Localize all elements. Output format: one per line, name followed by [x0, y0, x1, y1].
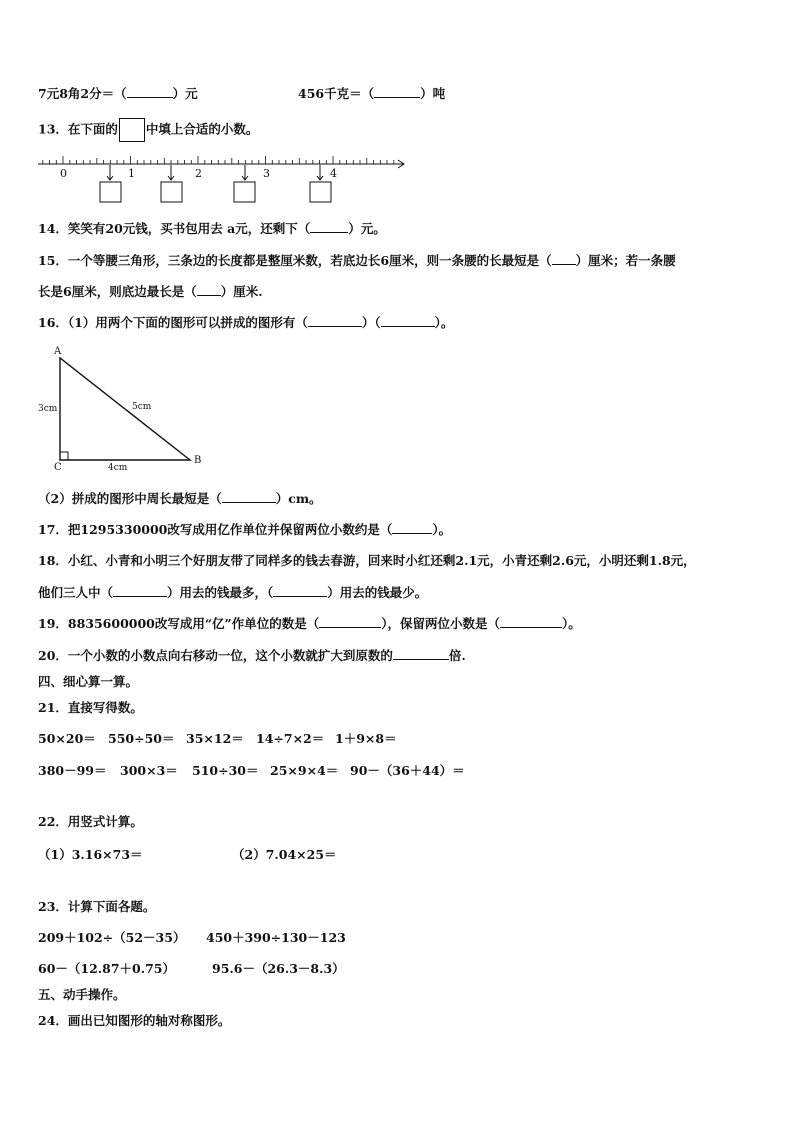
- q23-expr-1-1: 209＋102÷（52－35）: [38, 930, 186, 945]
- q15-blank2[interactable]: [197, 283, 221, 296]
- q21-expr-2-1: 380－99＝: [38, 763, 107, 778]
- q23-expr-2-1: 60－（12.87＋0.75）: [38, 961, 175, 976]
- q20-text-post: 倍.: [448, 648, 466, 663]
- q15-text-post: ）厘米.: [220, 284, 263, 299]
- q12b-blank[interactable]: [374, 85, 420, 98]
- q13-sample-box: [119, 118, 145, 142]
- q17-text-post: ）。: [432, 522, 452, 537]
- q14-blank[interactable]: [310, 220, 348, 233]
- tick-label-3: 3: [263, 167, 270, 180]
- side-ac-label: 3cm: [38, 404, 58, 414]
- q24-title: 24．画出已知图形的轴对称图形。: [38, 1013, 231, 1028]
- q21-expr-2-3: 510÷30＝: [192, 763, 259, 778]
- q14-text-post: ）元。: [348, 221, 386, 236]
- q18-line2: [38, 583, 427, 601]
- q16-part2-text: （2）拼成的图形中周长最短是（: [38, 491, 222, 506]
- q17-line: [38, 520, 451, 538]
- vertex-c-label: C: [54, 462, 62, 473]
- q12-line: [38, 84, 198, 102]
- tick-label-2: 2: [195, 167, 202, 180]
- q18-line1: 18．小红、小青和小明三个好朋友带了同样多的钱去春游，回来时小红还剩2.1元，小青还剩2.6元，小明还剩1.8元，: [38, 553, 696, 568]
- q15-text: 15．一个等腰三角形，三条边的长度都是整厘米数，若底边长6厘米，则一条腰的长最短是（: [38, 253, 552, 268]
- vertex-b-label: B: [194, 455, 202, 466]
- q23-expr-2-2: 95.6－（26.3－8.3）: [212, 961, 345, 976]
- q18-text: 他们三人中（: [38, 585, 114, 600]
- q12a-unit: ）元: [172, 86, 198, 101]
- arrow-box-2[interactable]: [161, 165, 182, 202]
- q16-text-mid: ）（: [361, 315, 381, 330]
- side-cb-label: 4cm: [108, 463, 128, 473]
- vertex-a-label: A: [54, 346, 62, 357]
- tick-label-1: 1: [128, 167, 135, 180]
- q16-text-post: ）。: [434, 315, 454, 330]
- q18-blank1[interactable]: [113, 584, 167, 597]
- q21-expr-1-3: 35×12＝: [186, 731, 244, 746]
- q15-line2: [38, 282, 263, 300]
- q15-line1: [38, 251, 676, 269]
- q12b-line: [298, 84, 445, 102]
- q15-blank1[interactable]: [552, 252, 576, 265]
- q18-blank2[interactable]: [273, 584, 327, 597]
- q13-text-post: 中填上合适的小数。: [145, 121, 259, 137]
- q20-blank[interactable]: [393, 647, 449, 660]
- q23-expr-1-2: 450＋390÷130－123: [206, 930, 346, 945]
- q16-line: [38, 313, 453, 331]
- q23-title: 23．计算下面各题。: [38, 899, 156, 914]
- q19-text: 19．8835600000改写成用“亿”作单位的数是（: [38, 616, 320, 631]
- section-5-heading: 五、动手操作。: [38, 987, 126, 1002]
- arrow-box-4[interactable]: [310, 165, 331, 202]
- q19-text-post: ）。: [562, 616, 581, 631]
- q20-line: [38, 646, 466, 664]
- q16-part2-line: [38, 489, 322, 507]
- arrow-box-3[interactable]: [234, 165, 255, 202]
- q22-title: 22．用竖式计算。: [38, 814, 143, 829]
- q22-problem-2: （2）7.04×25＝: [232, 847, 337, 862]
- tick-label-0: 0: [60, 167, 67, 180]
- q14-text: 14．笑笑有20元钱，买书包用去 a元，还剩下（: [38, 221, 311, 236]
- q21-expr-2-2: 300×3＝: [120, 763, 178, 778]
- tick-label-4: 4: [330, 167, 337, 180]
- q16-part2-blank[interactable]: [222, 490, 276, 503]
- q16-blank1[interactable]: [308, 314, 362, 327]
- q17-text: 17．把1295330000改写成用亿作单位并保留两位小数约是（: [38, 522, 393, 537]
- q15-text2: 长是6厘米，则底边最长是（: [38, 284, 197, 299]
- q16-blank2[interactable]: [381, 314, 435, 327]
- q21-expr-2-5: 90－（36＋44）＝: [350, 763, 465, 778]
- side-ab-label: 5cm: [132, 402, 152, 412]
- q22-problem-1: （1）3.16×73＝: [38, 847, 143, 862]
- q19-text-mid: ），保留两位小数是（: [381, 616, 501, 631]
- q15-text-mid: ）厘米；若一条腰: [575, 253, 676, 268]
- q12b-unit: ）吨: [420, 86, 446, 101]
- q18-text-post: ）用去的钱最少。: [327, 585, 428, 600]
- number-line: [30, 150, 415, 208]
- q19-blank1[interactable]: [319, 615, 381, 628]
- q12a-text: 7元8角2分＝（: [38, 86, 127, 101]
- q21-title: 21．直接写得数。: [38, 700, 143, 715]
- q20-text: 20．一个小数的小数点向右移动一位，这个小数就扩大到原数的: [38, 648, 393, 663]
- q13-line: [38, 118, 258, 142]
- q17-blank[interactable]: [392, 521, 432, 534]
- q13-text: 13．在下面的: [38, 121, 118, 137]
- q19-line: [38, 614, 581, 632]
- q16-part2-text-post: ）cm。: [275, 491, 322, 506]
- section-4-heading: 四、细心算一算。: [38, 674, 139, 689]
- q21-expr-1-5: 1＋9×8＝: [335, 731, 397, 746]
- q21-expr-1-1: 50×20＝: [38, 731, 96, 746]
- q16-text: 16．（1）用两个下面的图形可以拼成的图形有（: [38, 315, 308, 330]
- q21-expr-1-4: 14÷7×2＝: [256, 731, 325, 746]
- right-triangle-figure: [34, 342, 214, 474]
- q18-text-mid: ）用去的钱最多，（: [167, 585, 274, 600]
- q21-expr-2-4: 25×9×4＝: [270, 763, 339, 778]
- q12a-blank[interactable]: [127, 85, 173, 98]
- q14-line: [38, 219, 386, 237]
- q21-expr-1-2: 550÷50＝: [108, 731, 175, 746]
- q19-blank2[interactable]: [500, 615, 562, 628]
- q12b-text: 456千克＝（: [298, 86, 375, 101]
- arrow-box-1[interactable]: [100, 165, 121, 202]
